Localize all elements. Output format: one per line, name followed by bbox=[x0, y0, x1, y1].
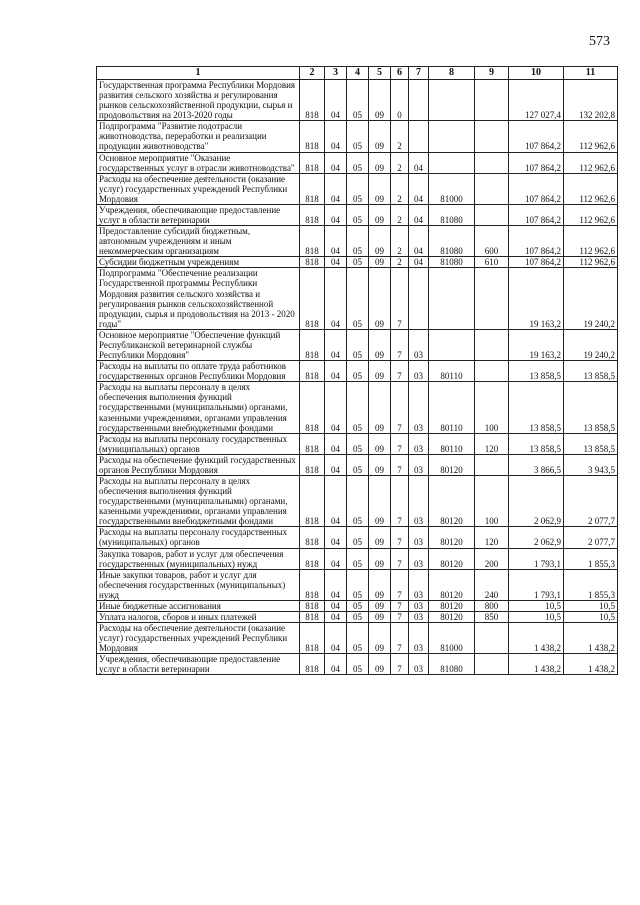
cell-direction: 80120 bbox=[429, 475, 475, 526]
cell-activity: 03 bbox=[409, 329, 429, 360]
cell-subsection: 05 bbox=[347, 527, 369, 548]
cell-expense-type bbox=[475, 361, 509, 382]
cell-activity bbox=[409, 268, 429, 329]
cell-subsection: 05 bbox=[347, 569, 369, 600]
cell-activity: 04 bbox=[409, 173, 429, 204]
cell-activity: 03 bbox=[409, 611, 429, 622]
cell-section: 04 bbox=[325, 121, 347, 152]
cell-section: 04 bbox=[325, 268, 347, 329]
cell-program: 09 bbox=[369, 121, 391, 152]
cell-chapter: 818 bbox=[300, 611, 325, 622]
cell-subsection: 05 bbox=[347, 600, 369, 611]
cell-program: 09 bbox=[369, 257, 391, 268]
table-row bbox=[97, 226, 618, 257]
cell-section: 04 bbox=[325, 257, 347, 268]
cell-subsection: 05 bbox=[347, 121, 369, 152]
cell-activity: 03 bbox=[409, 569, 429, 600]
cell-amount-year1: 3 866,5 bbox=[509, 454, 564, 475]
cell-expense-type: 120 bbox=[475, 527, 509, 548]
cell-chapter: 818 bbox=[300, 152, 325, 173]
cell-subprogram: 7 bbox=[391, 433, 409, 454]
cell-direction: 80110 bbox=[429, 382, 475, 433]
table-row bbox=[97, 475, 618, 526]
cell-activity: 03 bbox=[409, 527, 429, 548]
row-name: Расходы на выплаты персоналу государственных (муниципальных) органов bbox=[97, 433, 300, 454]
page-number: 573 bbox=[589, 34, 610, 49]
table-row bbox=[97, 268, 618, 329]
table-row bbox=[97, 569, 618, 600]
cell-subsection: 05 bbox=[347, 654, 369, 675]
cell-subprogram: 2 bbox=[391, 226, 409, 257]
cell-subprogram: 7 bbox=[391, 623, 409, 654]
cell-subsection: 05 bbox=[347, 80, 369, 121]
cell-direction: 80110 bbox=[429, 433, 475, 454]
cell-subprogram: 7 bbox=[391, 600, 409, 611]
cell-subprogram: 7 bbox=[391, 475, 409, 526]
cell-program: 09 bbox=[369, 623, 391, 654]
cell-program: 09 bbox=[369, 361, 391, 382]
cell-amount-year1: 107 864,2 bbox=[509, 257, 564, 268]
cell-amount-year2: 132 202,8 bbox=[564, 80, 618, 121]
cell-program: 09 bbox=[369, 204, 391, 225]
row-name: Иные закупки товаров, работ и услуг для обеспечения государственных (муниципальных) нужд bbox=[97, 569, 300, 600]
row-name: Иные бюджетные ассигнования bbox=[97, 600, 300, 611]
cell-activity: 03 bbox=[409, 623, 429, 654]
cell-expense-type: 200 bbox=[475, 548, 509, 569]
cell-activity: 04 bbox=[409, 152, 429, 173]
cell-activity: 04 bbox=[409, 257, 429, 268]
cell-subsection: 05 bbox=[347, 173, 369, 204]
cell-subprogram: 7 bbox=[391, 361, 409, 382]
cell-amount-year1: 127 027,4 bbox=[509, 80, 564, 121]
cell-direction: 81080 bbox=[429, 257, 475, 268]
cell-amount-year2: 112 962,6 bbox=[564, 257, 618, 268]
cell-amount-year1: 19 163,2 bbox=[509, 268, 564, 329]
cell-section: 04 bbox=[325, 382, 347, 433]
cell-direction: 80110 bbox=[429, 361, 475, 382]
cell-amount-year2: 1 438,2 bbox=[564, 623, 618, 654]
row-name: Расходы на обеспечение деятельности (оказание услуг) государственных учреждений Республики Мордовия bbox=[97, 623, 300, 654]
cell-direction bbox=[429, 152, 475, 173]
cell-section: 04 bbox=[325, 329, 347, 360]
cell-section: 04 bbox=[325, 600, 347, 611]
cell-expense-type bbox=[475, 454, 509, 475]
column-header: 5 bbox=[369, 67, 391, 80]
cell-direction: 80120 bbox=[429, 527, 475, 548]
cell-activity: 03 bbox=[409, 433, 429, 454]
cell-subsection: 05 bbox=[347, 257, 369, 268]
cell-chapter: 818 bbox=[300, 433, 325, 454]
cell-expense-type bbox=[475, 152, 509, 173]
cell-direction bbox=[429, 329, 475, 360]
cell-amount-year1: 107 864,2 bbox=[509, 173, 564, 204]
cell-activity: 03 bbox=[409, 361, 429, 382]
cell-expense-type bbox=[475, 268, 509, 329]
cell-amount-year2: 10,5 bbox=[564, 611, 618, 622]
cell-amount-year1: 107 864,2 bbox=[509, 204, 564, 225]
cell-amount-year1: 2 062,9 bbox=[509, 475, 564, 526]
cell-subsection: 05 bbox=[347, 152, 369, 173]
cell-amount-year2: 112 962,6 bbox=[564, 173, 618, 204]
cell-expense-type bbox=[475, 329, 509, 360]
cell-activity: 03 bbox=[409, 548, 429, 569]
cell-direction: 81080 bbox=[429, 226, 475, 257]
row-name: Основное мероприятие "Оказание государственных услуг в отрасли животноводства" bbox=[97, 152, 300, 173]
cell-expense-type: 850 bbox=[475, 611, 509, 622]
cell-section: 04 bbox=[325, 173, 347, 204]
cell-chapter: 818 bbox=[300, 623, 325, 654]
table-row bbox=[97, 548, 618, 569]
cell-program: 09 bbox=[369, 527, 391, 548]
cell-expense-type bbox=[475, 173, 509, 204]
cell-program: 09 bbox=[369, 80, 391, 121]
cell-section: 04 bbox=[325, 454, 347, 475]
cell-expense-type bbox=[475, 204, 509, 225]
cell-subsection: 05 bbox=[347, 204, 369, 225]
column-header: 9 bbox=[475, 67, 509, 80]
cell-activity: 03 bbox=[409, 600, 429, 611]
row-name: Учреждения, обеспечивающие предоставление услуг в области ветеринарии bbox=[97, 204, 300, 225]
cell-subsection: 05 bbox=[347, 475, 369, 526]
cell-chapter: 818 bbox=[300, 121, 325, 152]
cell-amount-year1: 1 438,2 bbox=[509, 654, 564, 675]
cell-subprogram: 7 bbox=[391, 268, 409, 329]
cell-amount-year2: 1 855,3 bbox=[564, 569, 618, 600]
row-name: Расходы на выплаты персоналу государственных (муниципальных) органов bbox=[97, 527, 300, 548]
budget-table bbox=[96, 66, 618, 675]
table-row bbox=[97, 527, 618, 548]
cell-program: 09 bbox=[369, 454, 391, 475]
table-row bbox=[97, 257, 618, 268]
cell-chapter: 818 bbox=[300, 329, 325, 360]
table-row bbox=[97, 80, 618, 121]
cell-subprogram: 7 bbox=[391, 569, 409, 600]
row-name: Государственная программа Республики Мордовия развития сельского хозяйства и регулирования рынков сельскохозяйственной продукции, сырья и продовольствия на 2013-2020 годы bbox=[97, 80, 300, 121]
cell-chapter: 818 bbox=[300, 173, 325, 204]
table-row bbox=[97, 204, 618, 225]
cell-direction bbox=[429, 80, 475, 121]
row-name: Учреждения, обеспечивающие предоставление услуг в области ветеринарии bbox=[97, 654, 300, 675]
cell-section: 04 bbox=[325, 548, 347, 569]
row-name: Подпрограмма "Обеспечение реализации Государственной программы Республики Мордовия развития сельского хозяйства и регулирования рынков сельскохозяйственной продукции, сырья и продовольствия на 2013 - 2020 годы" bbox=[97, 268, 300, 329]
cell-subprogram: 2 bbox=[391, 152, 409, 173]
row-name: Закупка товаров, работ и услуг для обеспечения государственных (муниципальных) нужд bbox=[97, 548, 300, 569]
row-name: Основное мероприятие "Обеспечение функций Республиканской ветеринарной службы Республики Мордовия" bbox=[97, 329, 300, 360]
cell-amount-year1: 1 793,1 bbox=[509, 548, 564, 569]
cell-amount-year1: 1 438,2 bbox=[509, 623, 564, 654]
cell-subprogram: 7 bbox=[391, 454, 409, 475]
cell-amount-year2: 1 438,2 bbox=[564, 654, 618, 675]
table-row bbox=[97, 382, 618, 433]
table-row bbox=[97, 611, 618, 622]
cell-activity bbox=[409, 121, 429, 152]
cell-expense-type bbox=[475, 121, 509, 152]
cell-amount-year2: 1 855,3 bbox=[564, 548, 618, 569]
cell-expense-type bbox=[475, 623, 509, 654]
cell-subsection: 05 bbox=[347, 268, 369, 329]
cell-program: 09 bbox=[369, 548, 391, 569]
cell-chapter: 818 bbox=[300, 226, 325, 257]
cell-program: 09 bbox=[369, 382, 391, 433]
column-header: 7 bbox=[409, 67, 429, 80]
row-name: Расходы на обеспечение функций государственных органов Республики Мордовия bbox=[97, 454, 300, 475]
cell-amount-year2: 112 962,6 bbox=[564, 204, 618, 225]
cell-subsection: 05 bbox=[347, 548, 369, 569]
cell-direction: 80120 bbox=[429, 548, 475, 569]
cell-amount-year2: 112 962,6 bbox=[564, 226, 618, 257]
cell-chapter: 818 bbox=[300, 80, 325, 121]
cell-chapter: 818 bbox=[300, 382, 325, 433]
cell-subprogram: 2 bbox=[391, 173, 409, 204]
cell-section: 04 bbox=[325, 654, 347, 675]
cell-amount-year2: 13 858,5 bbox=[564, 382, 618, 433]
cell-amount-year2: 2 077,7 bbox=[564, 527, 618, 548]
cell-amount-year1: 2 062,9 bbox=[509, 527, 564, 548]
cell-direction: 81080 bbox=[429, 654, 475, 675]
row-name: Расходы на выплаты персоналу в целях обеспечения выполнения функций государственными (муниципальными) органами, казенными учреждениями, органами управления государственными внебюджетными фондами bbox=[97, 475, 300, 526]
row-name: Уплата налогов, сборов и иных платежей bbox=[97, 611, 300, 622]
cell-section: 04 bbox=[325, 226, 347, 257]
cell-subprogram: 7 bbox=[391, 329, 409, 360]
cell-subsection: 05 bbox=[347, 454, 369, 475]
table-row bbox=[97, 433, 618, 454]
cell-direction: 80120 bbox=[429, 600, 475, 611]
cell-expense-type: 600 bbox=[475, 226, 509, 257]
cell-section: 04 bbox=[325, 361, 347, 382]
cell-amount-year1: 10,5 bbox=[509, 611, 564, 622]
column-header: 3 bbox=[325, 67, 347, 80]
cell-direction bbox=[429, 268, 475, 329]
cell-section: 04 bbox=[325, 204, 347, 225]
cell-program: 09 bbox=[369, 329, 391, 360]
cell-amount-year2: 19 240,2 bbox=[564, 268, 618, 329]
cell-activity: 03 bbox=[409, 454, 429, 475]
cell-direction: 81000 bbox=[429, 623, 475, 654]
cell-program: 09 bbox=[369, 226, 391, 257]
cell-expense-type bbox=[475, 654, 509, 675]
cell-direction: 80120 bbox=[429, 454, 475, 475]
cell-subsection: 05 bbox=[347, 433, 369, 454]
column-header: 4 bbox=[347, 67, 369, 80]
cell-expense-type: 100 bbox=[475, 382, 509, 433]
column-header: 11 bbox=[564, 67, 618, 80]
cell-activity bbox=[409, 80, 429, 121]
cell-program: 09 bbox=[369, 475, 391, 526]
table-row bbox=[97, 361, 618, 382]
cell-chapter: 818 bbox=[300, 600, 325, 611]
cell-chapter: 818 bbox=[300, 527, 325, 548]
cell-activity: 04 bbox=[409, 226, 429, 257]
cell-amount-year2: 10,5 bbox=[564, 600, 618, 611]
cell-chapter: 818 bbox=[300, 268, 325, 329]
cell-amount-year1: 107 864,2 bbox=[509, 152, 564, 173]
table-row bbox=[97, 654, 618, 675]
table-row bbox=[97, 152, 618, 173]
cell-subprogram: 2 bbox=[391, 257, 409, 268]
cell-expense-type: 610 bbox=[475, 257, 509, 268]
column-header: 10 bbox=[509, 67, 564, 80]
cell-program: 09 bbox=[369, 600, 391, 611]
cell-section: 04 bbox=[325, 527, 347, 548]
cell-program: 09 bbox=[369, 173, 391, 204]
table-body bbox=[97, 80, 618, 675]
cell-subsection: 05 bbox=[347, 623, 369, 654]
column-header: 2 bbox=[300, 67, 325, 80]
row-name: Субсидии бюджетным учреждениям bbox=[97, 257, 300, 268]
cell-subprogram: 2 bbox=[391, 204, 409, 225]
cell-amount-year2: 112 962,6 bbox=[564, 121, 618, 152]
cell-subprogram: 7 bbox=[391, 611, 409, 622]
cell-activity: 03 bbox=[409, 475, 429, 526]
cell-chapter: 818 bbox=[300, 654, 325, 675]
cell-chapter: 818 bbox=[300, 475, 325, 526]
cell-program: 09 bbox=[369, 268, 391, 329]
cell-subsection: 05 bbox=[347, 329, 369, 360]
cell-amount-year2: 13 858,5 bbox=[564, 361, 618, 382]
cell-subsection: 05 bbox=[347, 226, 369, 257]
cell-chapter: 818 bbox=[300, 454, 325, 475]
table-row bbox=[97, 173, 618, 204]
row-name: Предоставление субсидий бюджетным, автономным учреждениям и иным некоммерческим организациям bbox=[97, 226, 300, 257]
cell-amount-year1: 107 864,2 bbox=[509, 121, 564, 152]
cell-section: 04 bbox=[325, 611, 347, 622]
cell-amount-year1: 13 858,5 bbox=[509, 433, 564, 454]
cell-expense-type: 120 bbox=[475, 433, 509, 454]
table-row bbox=[97, 329, 618, 360]
cell-program: 09 bbox=[369, 569, 391, 600]
table-row bbox=[97, 454, 618, 475]
cell-direction bbox=[429, 121, 475, 152]
cell-section: 04 bbox=[325, 433, 347, 454]
cell-amount-year2: 3 943,5 bbox=[564, 454, 618, 475]
cell-activity: 03 bbox=[409, 654, 429, 675]
cell-program: 09 bbox=[369, 152, 391, 173]
cell-amount-year2: 2 077,7 bbox=[564, 475, 618, 526]
header-row bbox=[97, 67, 618, 80]
row-name: Расходы на выплаты персоналу в целях обеспечения выполнения функций государственными (муниципальными) органами, казенными учреждениями, органами управления государственными внебюджетными фондами bbox=[97, 382, 300, 433]
cell-subsection: 05 bbox=[347, 382, 369, 433]
cell-subprogram: 7 bbox=[391, 527, 409, 548]
cell-section: 04 bbox=[325, 623, 347, 654]
cell-direction: 80120 bbox=[429, 569, 475, 600]
cell-activity: 03 bbox=[409, 382, 429, 433]
cell-section: 04 bbox=[325, 80, 347, 121]
cell-amount-year1: 10,5 bbox=[509, 600, 564, 611]
cell-expense-type: 240 bbox=[475, 569, 509, 600]
cell-subprogram: 7 bbox=[391, 654, 409, 675]
cell-expense-type bbox=[475, 80, 509, 121]
cell-amount-year2: 19 240,2 bbox=[564, 329, 618, 360]
column-header: 8 bbox=[429, 67, 475, 80]
cell-amount-year2: 13 858,5 bbox=[564, 433, 618, 454]
cell-subprogram: 0 bbox=[391, 80, 409, 121]
cell-subsection: 05 bbox=[347, 611, 369, 622]
cell-section: 04 bbox=[325, 569, 347, 600]
row-name: Подпрограмма "Развитие подотрасли животноводства, переработки и реализации продукции животноводства" bbox=[97, 121, 300, 152]
cell-amount-year2: 112 962,6 bbox=[564, 152, 618, 173]
cell-subprogram: 7 bbox=[391, 548, 409, 569]
cell-direction: 80120 bbox=[429, 611, 475, 622]
cell-chapter: 818 bbox=[300, 548, 325, 569]
cell-subsection: 05 bbox=[347, 361, 369, 382]
cell-amount-year1: 107 864,2 bbox=[509, 226, 564, 257]
cell-chapter: 818 bbox=[300, 361, 325, 382]
row-name: Расходы на обеспечение деятельности (оказание услуг) государственных учреждений Республики Мордовия bbox=[97, 173, 300, 204]
cell-amount-year1: 13 858,5 bbox=[509, 382, 564, 433]
cell-section: 04 bbox=[325, 152, 347, 173]
cell-program: 09 bbox=[369, 611, 391, 622]
cell-section: 04 bbox=[325, 475, 347, 526]
cell-direction: 81000 bbox=[429, 173, 475, 204]
cell-program: 09 bbox=[369, 433, 391, 454]
cell-amount-year1: 1 793,1 bbox=[509, 569, 564, 600]
cell-amount-year1: 19 163,2 bbox=[509, 329, 564, 360]
cell-subprogram: 2 bbox=[391, 121, 409, 152]
cell-expense-type: 100 bbox=[475, 475, 509, 526]
table-row bbox=[97, 623, 618, 654]
column-header: 6 bbox=[391, 67, 409, 80]
column-header: 1 bbox=[97, 67, 300, 80]
cell-subprogram: 7 bbox=[391, 382, 409, 433]
table-row bbox=[97, 600, 618, 611]
cell-activity: 04 bbox=[409, 204, 429, 225]
cell-chapter: 818 bbox=[300, 569, 325, 600]
cell-chapter: 818 bbox=[300, 204, 325, 225]
cell-expense-type: 800 bbox=[475, 600, 509, 611]
cell-amount-year1: 13 858,5 bbox=[509, 361, 564, 382]
cell-direction: 81080 bbox=[429, 204, 475, 225]
row-name: Расходы на выплаты по оплате труда работников государственных органов Республики Мордовия bbox=[97, 361, 300, 382]
table-row bbox=[97, 121, 618, 152]
cell-chapter: 818 bbox=[300, 257, 325, 268]
cell-program: 09 bbox=[369, 654, 391, 675]
